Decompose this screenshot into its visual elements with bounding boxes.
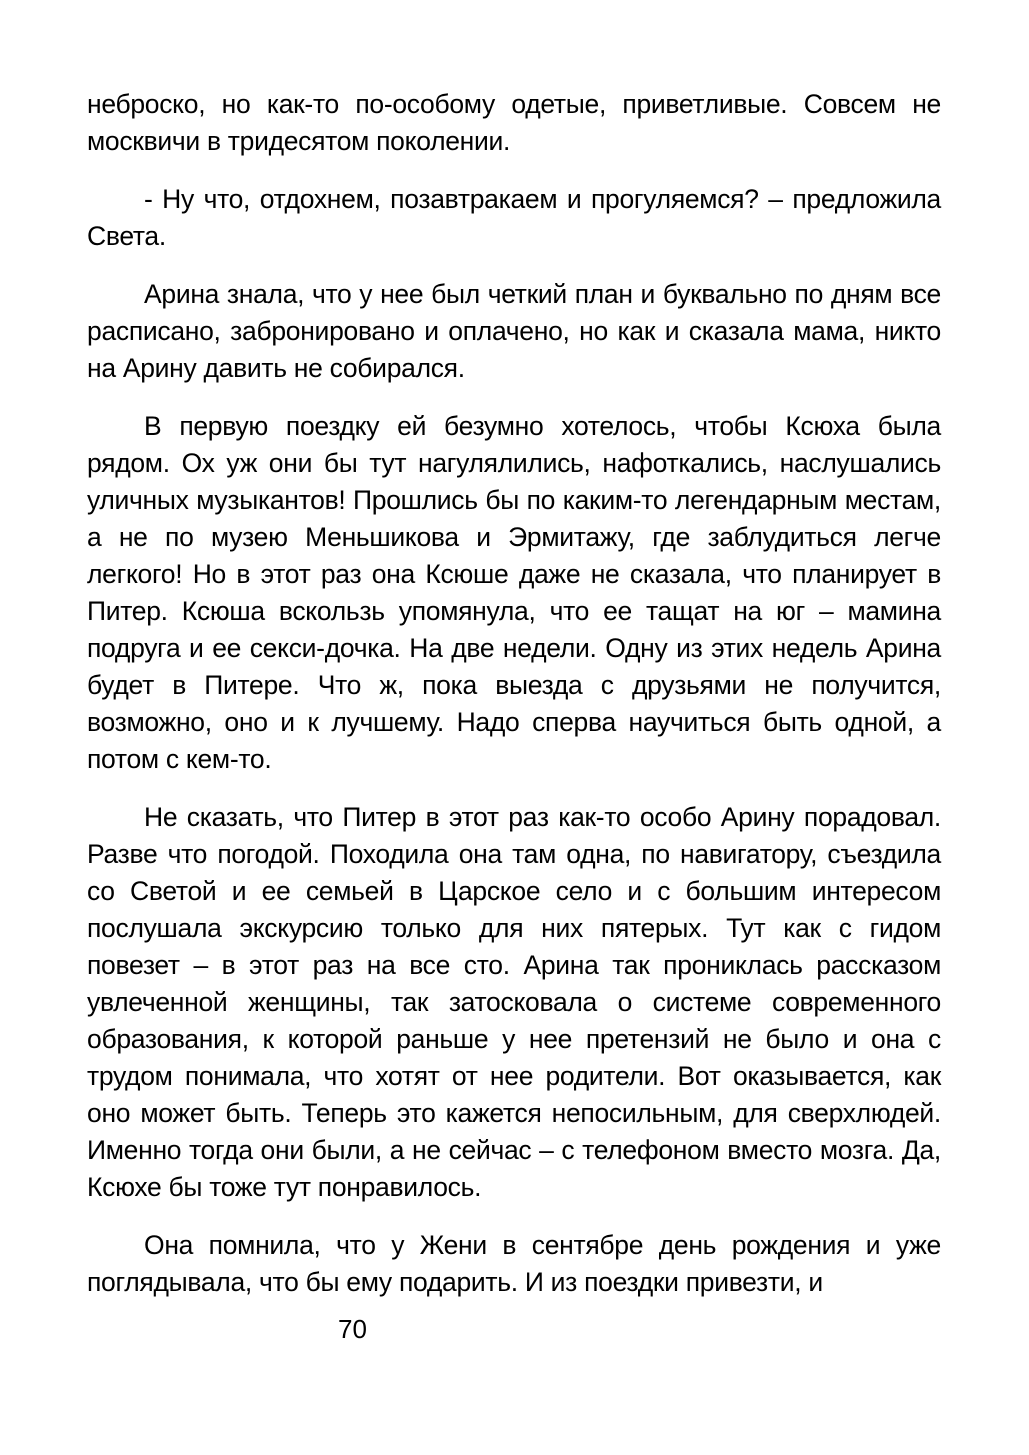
paragraph-dialogue: - Ну что, отдохнем, позавтракаем и прогуляемся? – предложила Света. <box>87 184 941 251</box>
paragraph: В первую поездку ей безумно хотелось, чтобы Ксюха была рядом. Ох уж они бы тут нагулялились, нафоткались, наслушались уличных музыкантов! Прошлись бы по каким-то легендарным местам, а не по музею Меньшикова и Эрмитажу, где заблудиться легче легкого! Но в этот раз она Ксюше даже не сказала, что планирует в Питер. Ксюша вскользь упомянула, что ее тащат на юг – мамина подруга и ее секси-дочка. На две недели. Одну из этих недель Арина будет в Питере. Что ж, пока выезда с друзьями не получится, возможно, оно и к лучшему. Надо сперва научиться быть одной, а потом с кем-то. <box>87 411 941 774</box>
paragraph: Не сказать, что Питер в этот раз как-то особо Арину порадовал. Разве что погодой. Походила она там одна, по навигатору, съездила со Светой и ее семьей в Царское село и с большим интересом послушала экскурсию только для них пятерых. Тут как с гидом повезет – в этот раз на все сто. Арина так прониклась рассказом увлеченной женщины, так затосковала о системе современного образования, к которой раньше у нее претензий не было и она с трудом понимала, что хотят от нее родители. Вот оказывается, как оно может быть. Теперь это кажется непосильным, для сверхлюдей. Именно тогда они были, а не сейчас – с телефоном вместо мозга. Да, Ксюхе бы тоже тут понравилось. <box>87 802 941 1202</box>
paragraph: Арина знала, что у нее был четкий план и буквально по дням все расписано, забронировано и оплачено, но как и сказала мама, никто на Арину давить не собирался. <box>87 279 941 383</box>
text-block <box>87 86 941 1322</box>
paragraph-continuation: неброско, но как-то по-особому одетые, приветливые. Совсем не москвичи в тридесятом поколении. <box>87 89 941 156</box>
paragraph: Она помнила, что у Жени в сентябре день рождения и уже поглядывала, что бы ему подарить. И из поездки привезти, и <box>87 1230 941 1297</box>
page-number: 70 <box>338 1314 367 1344</box>
